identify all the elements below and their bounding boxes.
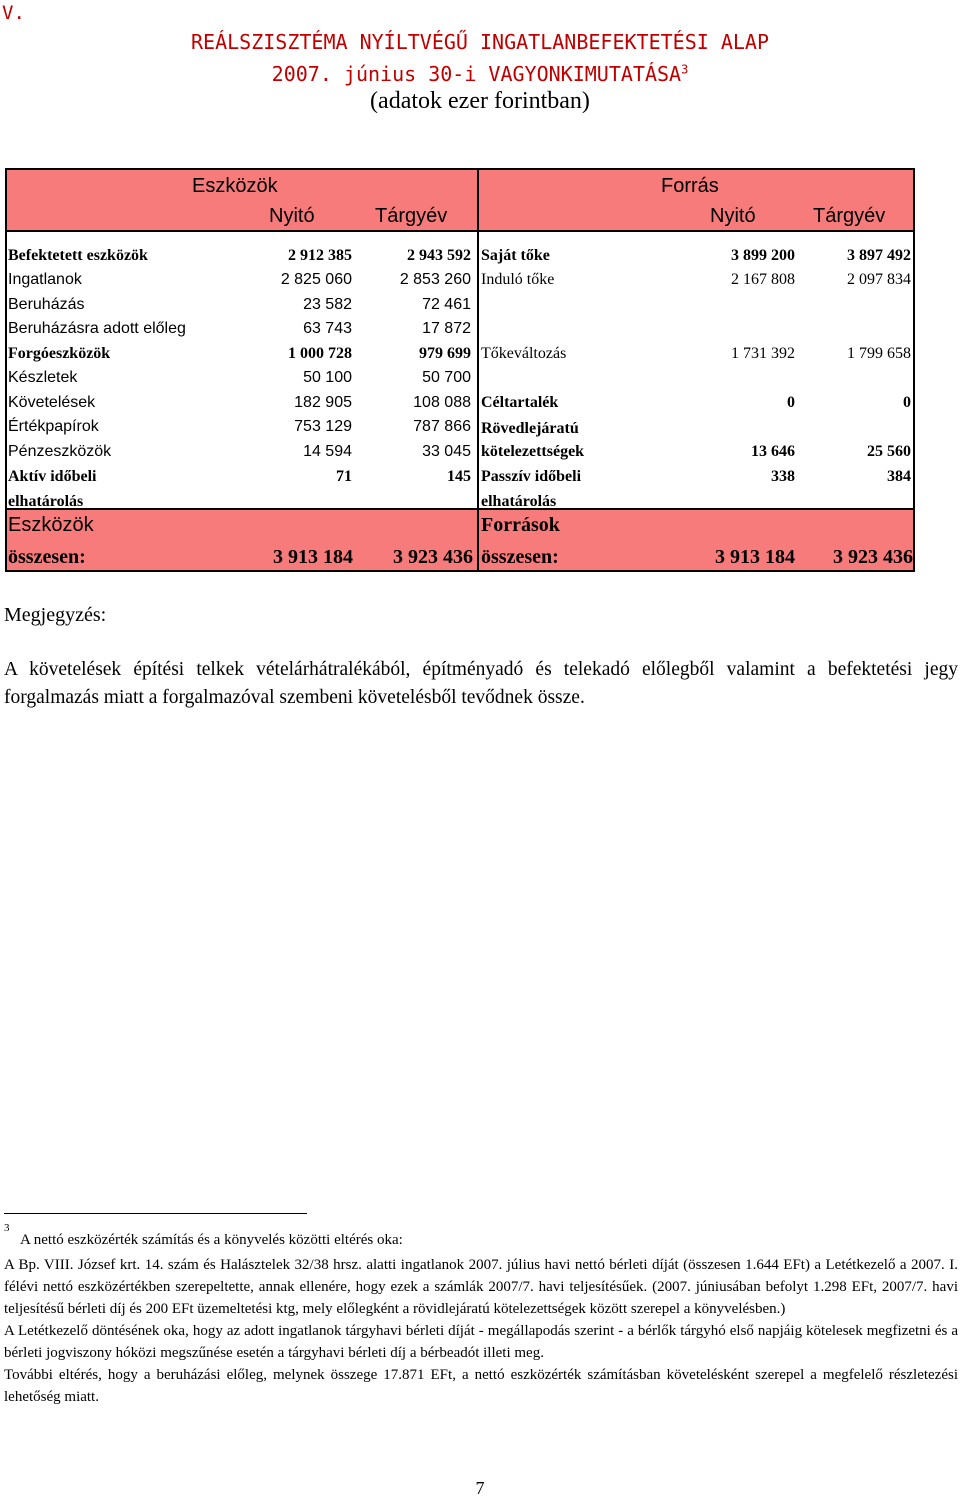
row-label-continuation: elhatárolás [481, 493, 557, 510]
section-number: V. [2, 2, 25, 24]
closing-value: 33 045 [422, 443, 471, 460]
row-label: Induló tőke [481, 271, 555, 288]
opening-value: 13 646 [751, 443, 795, 460]
closing-value: 25 560 [867, 443, 911, 460]
balance-sheet-table [5, 168, 915, 572]
row-label: Saját tőke [481, 247, 550, 264]
row-label: Céltartalék [481, 394, 559, 411]
table-header-band [5, 168, 915, 232]
assets-total-closing: 3 923 436 [393, 546, 473, 568]
sources-total-label: Források [481, 514, 560, 536]
footnote-body [4, 1254, 958, 1408]
sources-opening-header: Nyitó [710, 205, 756, 227]
assets-total-label-continuation: összesen: [8, 546, 86, 568]
row-label-continuation: kötelezettségek [481, 443, 585, 460]
document-title: REÁLSZISZTÉMA NYÍLTVÉGŰ INGATLANBEFEKTETÉSI ALAP [191, 30, 769, 54]
row-label: Ingatlanok [8, 271, 82, 288]
sources-header: Forrás [661, 175, 719, 197]
closing-value: 2 943 592 [407, 247, 471, 264]
closing-value: 0 [903, 394, 911, 411]
footnote-marker: 3 [4, 1222, 10, 1234]
row-label: Rövedlejáratú [481, 420, 579, 437]
closing-value: 2 097 834 [847, 271, 911, 288]
title-date-text: 2007. június 30-i VAGYONKIMUTATÁSA [271, 62, 682, 86]
row-label: Követelések [8, 394, 96, 411]
note-heading: Megjegyzés: [4, 604, 107, 626]
closing-value: 1 799 658 [847, 345, 911, 362]
opening-value: 0 [787, 394, 795, 411]
row-label: Passzív időbeli [481, 468, 582, 485]
footnote-separator [4, 1213, 307, 1214]
closing-value: 3 897 492 [847, 247, 911, 264]
assets-closing-header: Tárgyév [375, 205, 448, 227]
footnote-paragraph: További eltérés, hogy a beruházási előleg, melynek összege 17.871 EFt, a nettó eszközérték számításban követelésként szerepel a megfelelő részletezési lehetőség miatt. [4, 1367, 958, 1405]
closing-value: 50 700 [422, 369, 471, 386]
assets-opening-header: Nyitó [269, 205, 315, 227]
sources-total-label-continuation: összesen: [481, 546, 559, 568]
closing-value: 145 [447, 468, 471, 485]
opening-value: 2 167 808 [731, 271, 795, 288]
opening-value: 338 [771, 468, 795, 485]
row-label: Pénzeszközök [8, 443, 112, 460]
row-label: Forgóeszközök [8, 345, 111, 362]
closing-value: 72 461 [422, 296, 471, 313]
row-label: Beruházásra adott előleg [8, 320, 186, 337]
row-label: Értékpapírok [8, 418, 99, 435]
footnote-reference: 3 [681, 62, 689, 77]
units-caption: (adatok ezer forintban) [370, 88, 590, 114]
opening-value: 2 912 385 [288, 247, 352, 264]
opening-value: 182 905 [294, 394, 352, 411]
assets-total-label: Eszközök [8, 514, 94, 536]
footnote-paragraph: A Letétkezelő döntésének oka, hogy az adott ingatlanok tárgyhavi bérleti díját - megállapodás szerint - a bérlők tárgyhó első napjáig kötelesek megfizetni és a bérleti jogviszony hóközi megszűnése esetén a tárgyhavi bérleti díj a bérbeadót illeti meg. [4, 1323, 958, 1361]
document-subtitle [0, 62, 960, 86]
footnote-paragraph: A Bp. VIII. József krt. 14. szám és Halásztelek 32/38 hrsz. alatti ingatlanok 2007. július havi nettó bérleti díját (összesen 1.644 EFt) a Letétkezelő a 2007. I. félévi nettó eszközértékben szerepeltette, annak ellenére, hogy ezek a számlák 2007/7. havi teljesítésűek. (2007. júniusában befolyt 1.298 EFt, 2007/7. havi teljesítésű bérleti díj és 200 EFt üzemeltetési ktg, mely előlegként a rövidlejáratú kötelezettségek között szerepel a könyvelésben.) [4, 1257, 958, 1317]
closing-value: 2 853 260 [399, 271, 471, 288]
opening-value: 753 129 [294, 418, 352, 435]
opening-value: 71 [336, 468, 352, 485]
page-number: 7 [475, 1478, 485, 1498]
footnote-heading: A nettó eszközérték számítás és a könyvelés közötti eltérés oka: [20, 1232, 403, 1248]
closing-value: 384 [887, 468, 911, 485]
sources-total-opening: 3 913 184 [715, 546, 795, 568]
assets-total-opening: 3 913 184 [273, 546, 353, 568]
row-label-continuation: elhatárolás [8, 493, 84, 510]
row-label: Aktív időbeli [8, 468, 97, 485]
opening-value: 1 000 728 [288, 345, 352, 362]
opening-value: 2 825 060 [280, 271, 352, 288]
closing-value: 17 872 [422, 320, 471, 337]
opening-value: 63 743 [303, 320, 352, 337]
row-label: Befektetett eszközök [8, 247, 148, 264]
row-label: Készletek [8, 369, 78, 386]
note-paragraph: A követelések építési telkek vételárhátralékából, építményadó és telekadó előlegből valamint a befektetési jegy forgalmazás miatt a forgalmazóval szembeni követelésből tevődnek össze. [4, 659, 958, 708]
opening-value: 14 594 [303, 443, 352, 460]
assets-header: Eszközök [192, 175, 278, 197]
closing-value: 979 699 [419, 345, 471, 362]
opening-value: 1 731 392 [731, 345, 795, 362]
row-label: Tőkeváltozás [481, 345, 567, 362]
opening-value: 23 582 [303, 296, 352, 313]
closing-value: 108 088 [413, 394, 471, 411]
closing-value: 787 866 [413, 418, 471, 435]
opening-value: 50 100 [303, 369, 352, 386]
sources-closing-header: Tárgyév [813, 205, 886, 227]
sources-total-closing: 3 923 436 [833, 546, 913, 568]
table-divider [477, 168, 479, 572]
row-label: Beruházás [8, 296, 85, 313]
opening-value: 3 899 200 [731, 247, 795, 264]
